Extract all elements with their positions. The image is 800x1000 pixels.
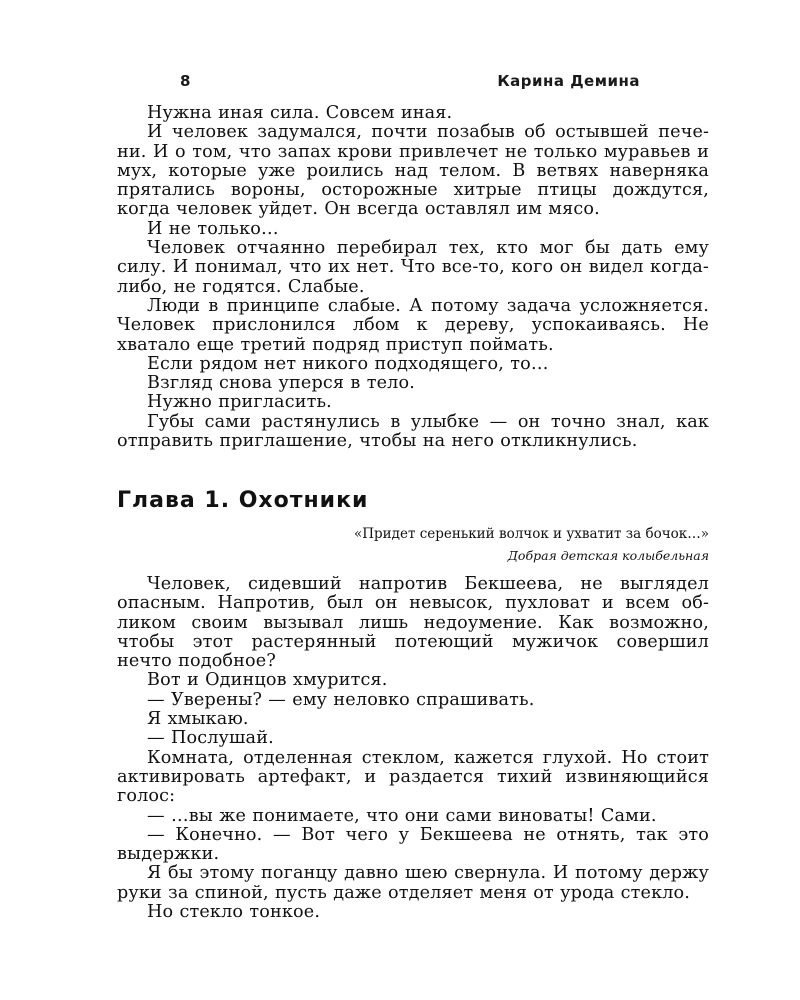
paragraph: Комната, отделенная стеклом, кажется глухой. Но стоит активировать артефакт, и раздается тихий извиняющийся голос: bbox=[117, 747, 709, 807]
chapter-text bbox=[117, 575, 709, 922]
prologue-text bbox=[117, 104, 709, 451]
running-head bbox=[180, 72, 640, 96]
paragraph: — Конечно. — Вот чего у Бекшеева не отнять, так это выдержки. bbox=[117, 824, 709, 865]
paragraph: И человек задумался, почти позабыв об остывшей печени. И о том, что запах крови привлечет не только муравьев и мух, которые уже роились над телом. В ветвях наверняка прятались вороны, осторожные хитрые птицы дождутся, когда человек уйдет. Он всегда оставлял им мясо. bbox=[117, 122, 709, 220]
paragraph: Губы сами растянулись в улыбке — он точно знал, как отправить приглашение, чтобы на него откликнулись. bbox=[117, 411, 709, 452]
running-head-author: Карина Демина bbox=[497, 72, 640, 90]
paragraph: Вот и Одинцов хмурится. bbox=[147, 670, 388, 691]
paragraph: — …вы же понимаете, что они сами виноваты! Сами. bbox=[147, 805, 657, 826]
paragraph: Я хмыкаю. bbox=[147, 709, 249, 730]
paragraph: Если рядом нет никого подходящего, то… bbox=[147, 353, 549, 374]
paragraph: Нужно пригласить. bbox=[147, 392, 332, 413]
page-number: 8 bbox=[180, 72, 191, 90]
chapter-title: Глава 1. Охотники bbox=[117, 488, 369, 513]
paragraph: Взгляд снова уперся в тело. bbox=[147, 373, 415, 394]
paragraph: — Послушай. bbox=[147, 728, 274, 749]
paragraph: Я бы этому поганцу давно шею свернула. И потому держу руки за спиной, пусть даже отделяет меня от урода стекло. bbox=[117, 863, 709, 903]
epigraph-source: Добрая детская колыбельная bbox=[507, 548, 709, 563]
paragraph: Человек отчаянно перебирал тех, кто мог бы дать ему силу. И понимал, что их нет. Что все-то, кого он видел когда-либо, не годятся. Слабые. bbox=[117, 238, 709, 297]
epigraph bbox=[189, 524, 709, 565]
paragraph: — Уверены? — ему неловко спрашивать. bbox=[147, 689, 535, 710]
paragraph: Нужна иная сила. Совсем иная. bbox=[147, 103, 453, 123]
paragraph: Человек, сидевший напротив Бекшеева, не выглядел опасным. Напротив, был он невысок, пухловат и всем обликом своим вызывал лишь недоумение. Как возможно, чтобы этот растерянный потеющий мужичок совершил нечто подобное? bbox=[117, 574, 709, 672]
paragraph: Но стекло тонкое. bbox=[147, 902, 321, 923]
paragraph: И не только… bbox=[147, 218, 279, 239]
epigraph-quote: «Придет серенький волчок и ухватит за бочок…» bbox=[353, 526, 709, 542]
paragraph: Люди в принципе слабые. А потому задача усложняется. Человек прислонился лбом к дереву, успокаиваясь. Не хватало еще третий подряд приступ поймать. bbox=[117, 295, 709, 355]
